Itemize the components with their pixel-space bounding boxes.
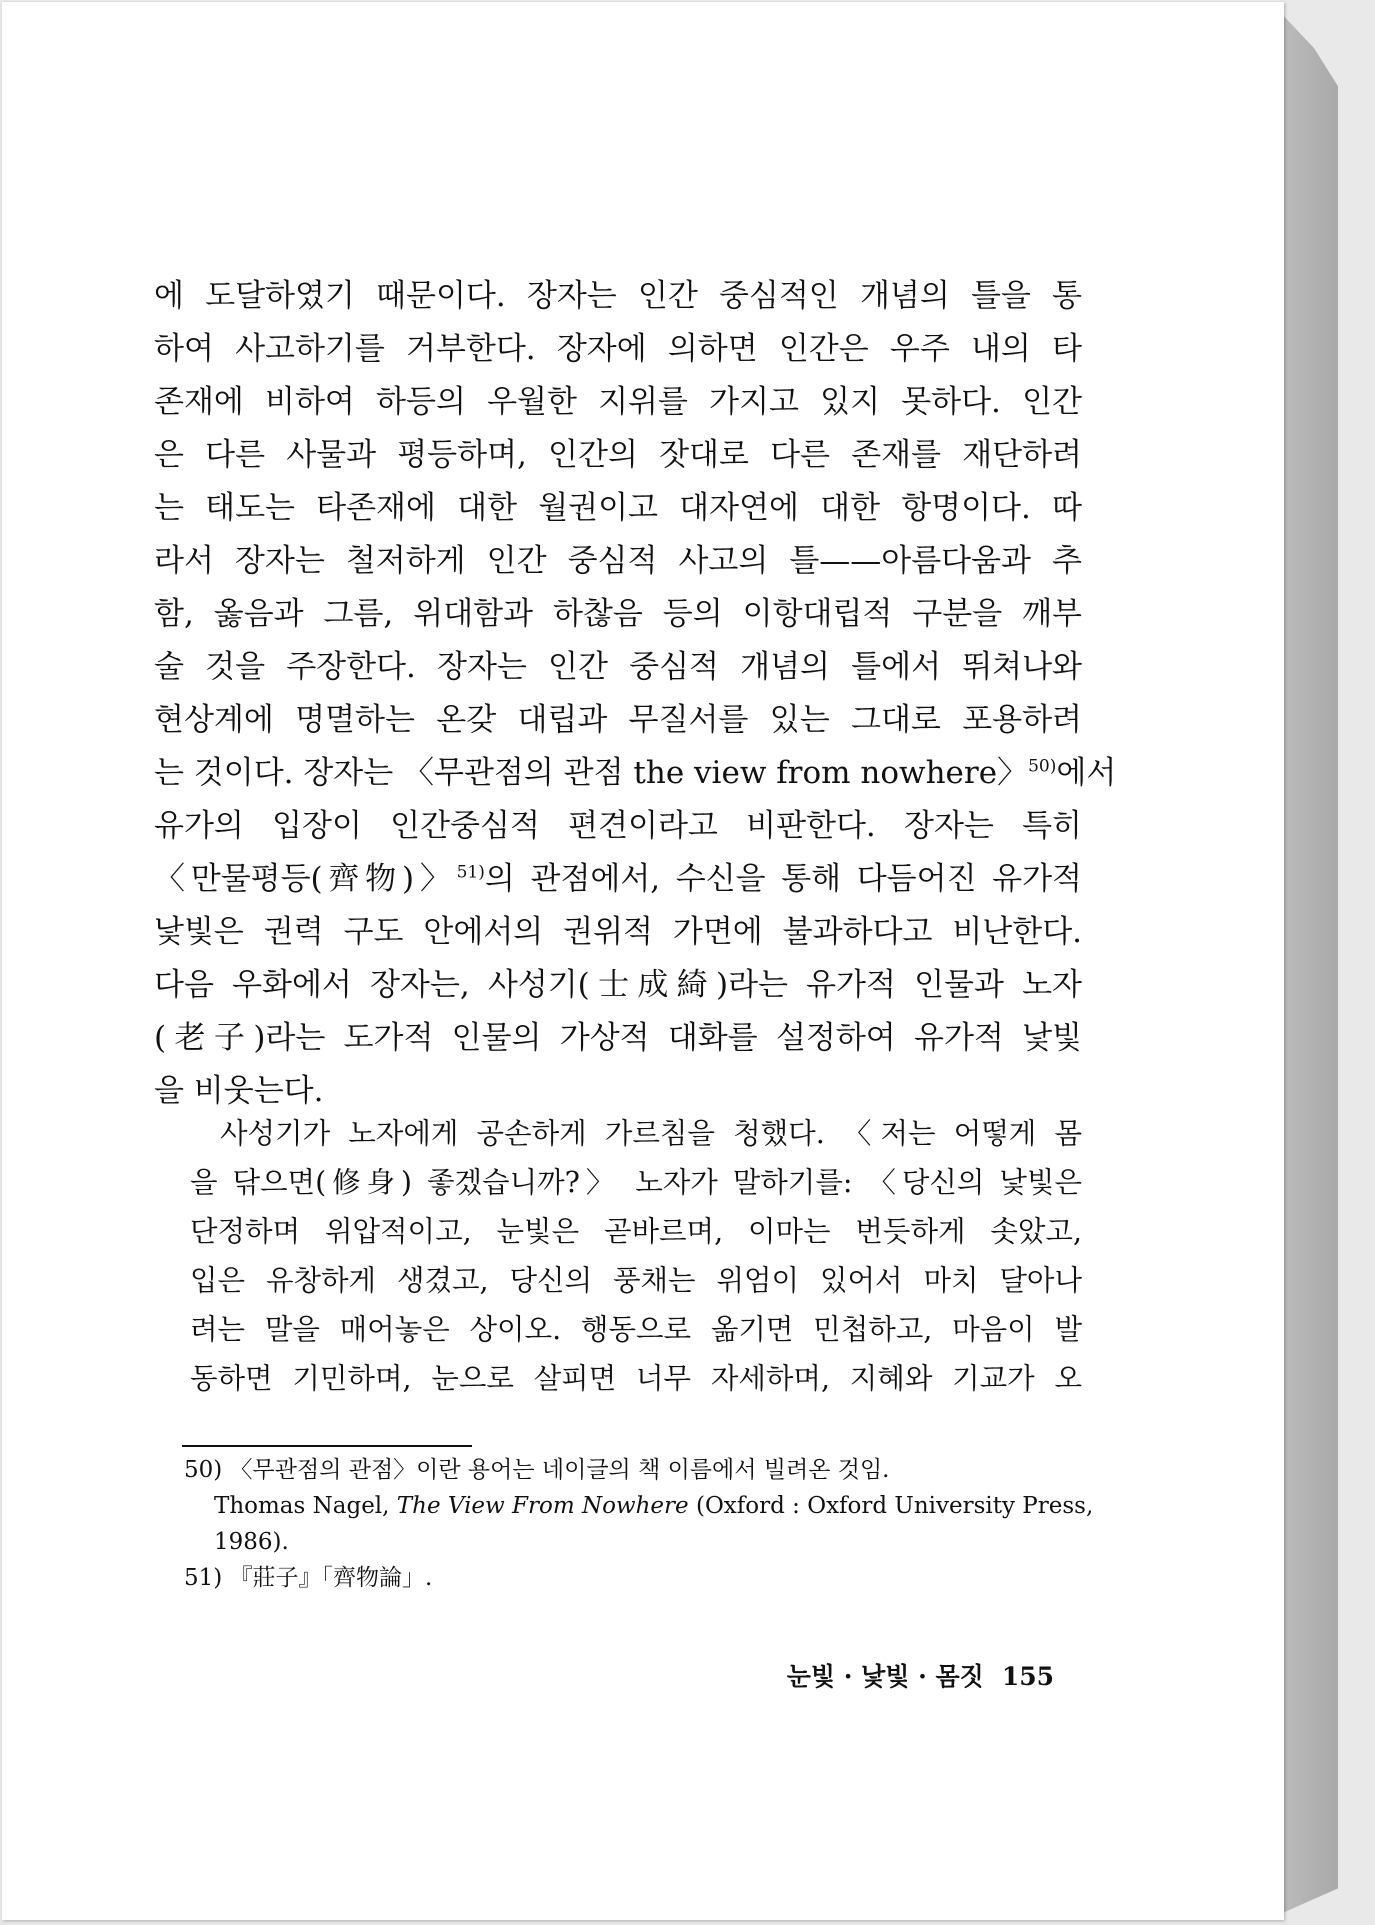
body-text-segment: 는 것이다. 장자는 〈무관점의 관점 the view from nowhere〉 — [154, 755, 1029, 791]
body-text-segment: 에서 — [1056, 755, 1117, 791]
block-quote — [190, 1109, 1082, 1403]
body-text-segment: 〈만물평등(齊物)〉 — [154, 861, 457, 897]
quote-line: 사성기가 노자에게 공손하게 가르침을 청했다. 〈저는 어떻게 몸 — [220, 1117, 1082, 1150]
body-line: (老子)라는 도가적 인물의 가상적 대화를 설정하여 유가적 낯빛 — [154, 1020, 1082, 1056]
footnote-51: 51) 『莊子』「齊物論」. — [184, 1565, 433, 1591]
body-line: 에 도달하였기 때문이다. 장자는 인간 중심적인 개념의 틀을 통 — [154, 278, 1082, 314]
footnote-ref-51: 51) — [456, 862, 485, 883]
footnote-50-year: 1986). — [214, 1529, 289, 1555]
body-line: 존재에 비하여 하등의 우월한 지위를 가지고 있지 못하다. 인간 — [154, 384, 1082, 420]
footnote-ref-50: 50) — [1028, 756, 1057, 777]
citation-author: Thomas Nagel, — [214, 1493, 397, 1519]
quote-line: 단정하며 위압적이고, 눈빛은 곧바르며, 이마는 번듯하게 솟았고, — [190, 1215, 1082, 1248]
book-page — [2, 2, 1284, 1920]
body-line: 은 다른 사물과 평등하며, 인간의 잣대로 다른 존재를 재단하려 — [154, 437, 1082, 473]
quote-line: 동하면 기민하며, 눈으로 살피면 너무 자세하며, 지혜와 기교가 오 — [190, 1362, 1082, 1395]
body-line: 현상계에 명멸하는 온갖 대립과 무질서를 있는 그대로 포용하려 — [154, 702, 1082, 738]
body-line: 유가의 입장이 인간중심적 편견이라고 비판한다. 장자는 특히 — [154, 808, 1082, 844]
citation-publisher: (Oxford : Oxford University Press, — [688, 1493, 1094, 1519]
quote-line: 입은 유창하게 생겼고, 당신의 풍채는 위엄이 있어서 마치 달아나 — [190, 1264, 1082, 1297]
page-footer — [787, 1657, 1054, 1693]
quote-line: 을 닦으면(修身) 좋겠습니까?〉 노자가 말하기를: 〈당신의 낯빛은 — [190, 1166, 1082, 1199]
page-number: 155 — [1001, 1662, 1054, 1691]
footnotes — [184, 1452, 1094, 1596]
body-line: 라서 장자는 철저하게 인간 중심적 사고의 틀——아름다움과 추 — [154, 543, 1082, 579]
body-paragraph — [154, 270, 1117, 1118]
body-line-with-footnote-50 — [154, 747, 1117, 800]
footnote-divider — [182, 1445, 472, 1447]
citation-title: The View From Nowhere — [396, 1493, 689, 1519]
body-line: 다음 우화에서 장자는, 사성기(士成綺)라는 유가적 인물과 노자 — [154, 967, 1082, 1003]
footnote-50: 50) 〈무관점의 관점〉이란 용어는 네이글의 책 이름에서 빌려온 것임. — [184, 1457, 890, 1483]
body-line: 하여 사고하기를 거부한다. 장자에 의하면 인간은 우주 내의 타 — [154, 331, 1082, 367]
body-line: 술 것을 주장한다. 장자는 인간 중심적 개념의 틀에서 뛰쳐나와 — [154, 649, 1082, 685]
quote-line: 려는 말을 매어놓은 상이오. 행동으로 옮기면 민첩하고, 마음이 발 — [190, 1313, 1082, 1346]
footnote-50-citation — [184, 1488, 1094, 1524]
body-line: 는 태도는 타존재에 대한 월권이고 대자연에 대한 항명이다. 따 — [154, 490, 1082, 526]
body-line-with-footnote-51 — [154, 853, 1082, 906]
body-line: 함, 옳음과 그름, 위대함과 하찮음 등의 이항대립적 구분을 깨부 — [154, 596, 1082, 632]
body-text-segment: 의 관점에서, 수신을 통해 다듬어진 유가적 — [484, 861, 1082, 897]
body-line: 을 비웃는다. — [154, 1073, 324, 1109]
book-page-edge — [1278, 10, 1338, 1915]
body-line: 낯빛은 권력 구도 안에서의 권위적 가면에 불과하다고 비난한다. — [154, 914, 1082, 950]
running-footer: 눈빛 · 낯빛 · 몸짓 — [786, 1662, 984, 1691]
